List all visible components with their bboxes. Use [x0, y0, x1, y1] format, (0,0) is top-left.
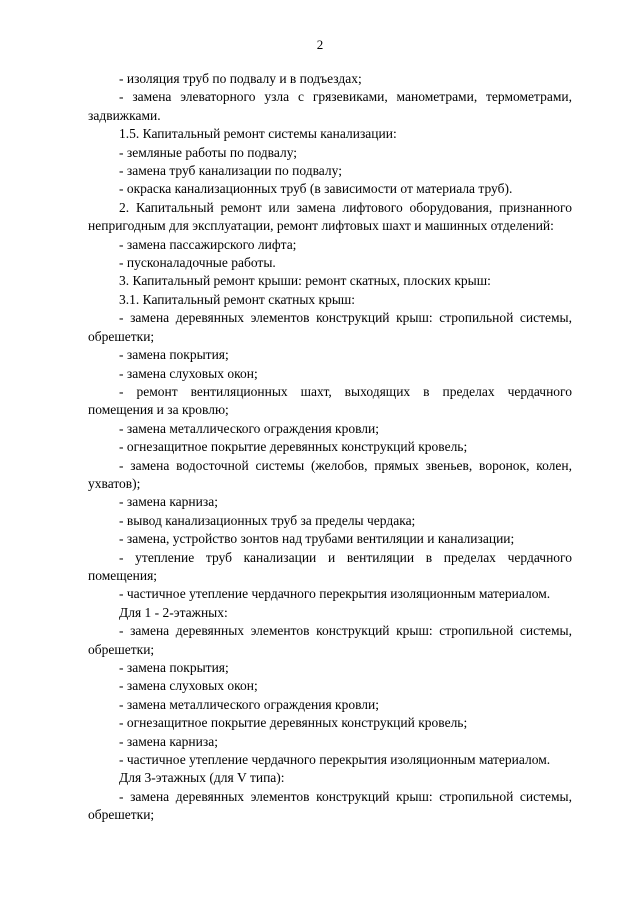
paragraph: - замена слуховых окон;: [119, 678, 258, 694]
paragraph: - замена покрытия;: [119, 347, 229, 363]
paragraph: - замена элеваторного узла с грязевиками, манометрами, термометрами, задвижками.: [88, 89, 572, 123]
paragraph: - замена металлического ограждения кровли;: [119, 696, 380, 712]
paragraph: - ремонт вентиляционных шахт, выходящих в пределах чердачного помещения и за кровлю;: [88, 383, 572, 418]
paragraph: 1.5. Капитальный ремонт системы канализации:: [119, 126, 397, 142]
paragraph: - замена деревянных элементов конструкций крыш: стропильной системы, обрешетки;: [88, 310, 572, 344]
paragraph: - частичное утепление чердачного перекрытия изоляционным материалом.: [119, 586, 551, 602]
document-body: [88, 70, 572, 825]
paragraph: - замена слуховых окон;: [119, 365, 258, 381]
paragraph: 3. Капитальный ремонт крыши: ремонт скатных, плоских крыш:: [119, 273, 491, 289]
paragraph: - частичное утепление чердачного перекрытия изоляционным материалом.: [119, 752, 551, 768]
paragraph: - замена, устройство зонтов над трубами вентиляции и канализации;: [119, 531, 515, 547]
paragraph: - огнезащитное покрытие деревянных конструкций кровель;: [119, 439, 468, 455]
paragraph: - замена металлического ограждения кровли;: [119, 420, 380, 436]
paragraph: - замена деревянных элементов конструкций крыш: стропильной системы, обрешетки;: [88, 623, 572, 657]
paragraph: 3.1. Капитальный ремонт скатных крыш:: [119, 291, 356, 307]
paragraph: - замена пассажирского лифта;: [119, 236, 297, 252]
paragraph: - замена карниза;: [119, 494, 218, 510]
paragraph: - замена труб канализации по подвалу;: [119, 163, 342, 179]
paragraph: - замена карниза;: [119, 733, 218, 749]
paragraph: - замена деревянных элементов конструкций крыш: стропильной системы, обрешетки;: [88, 788, 572, 823]
paragraph: Для 3-этажных (для V типа):: [119, 770, 285, 786]
paragraph: Для 1 - 2-этажных:: [119, 604, 228, 620]
paragraph: - вывод канализационных труб за пределы чердака;: [119, 512, 416, 528]
paragraph: - огнезащитное покрытие деревянных конструкций кровель;: [119, 715, 468, 731]
paragraph: 2. Капитальный ремонт или замена лифтового оборудования, признанного непригодным для эксплуатации, ремонт лифтовых шахт и машинных отделений:: [88, 199, 572, 234]
paragraph: - земляные работы по подвалу;: [119, 144, 298, 160]
paragraph: - пусконаладочные работы.: [119, 255, 276, 271]
page-number: 2: [316, 37, 324, 52]
paragraph: - утепление труб канализации и вентиляции в пределах чердачного помещения;: [88, 549, 572, 583]
paragraph: - окраска канализационных труб (в зависимости от материала труб).: [119, 181, 513, 197]
paragraph: - замена покрытия;: [119, 660, 229, 675]
paragraph: - изоляция труб по подвалу и в подъездах;: [119, 71, 362, 86]
paragraph: - замена водосточной системы (желобов, прямых звеньев, воронок, колен, ухватов);: [88, 457, 572, 491]
